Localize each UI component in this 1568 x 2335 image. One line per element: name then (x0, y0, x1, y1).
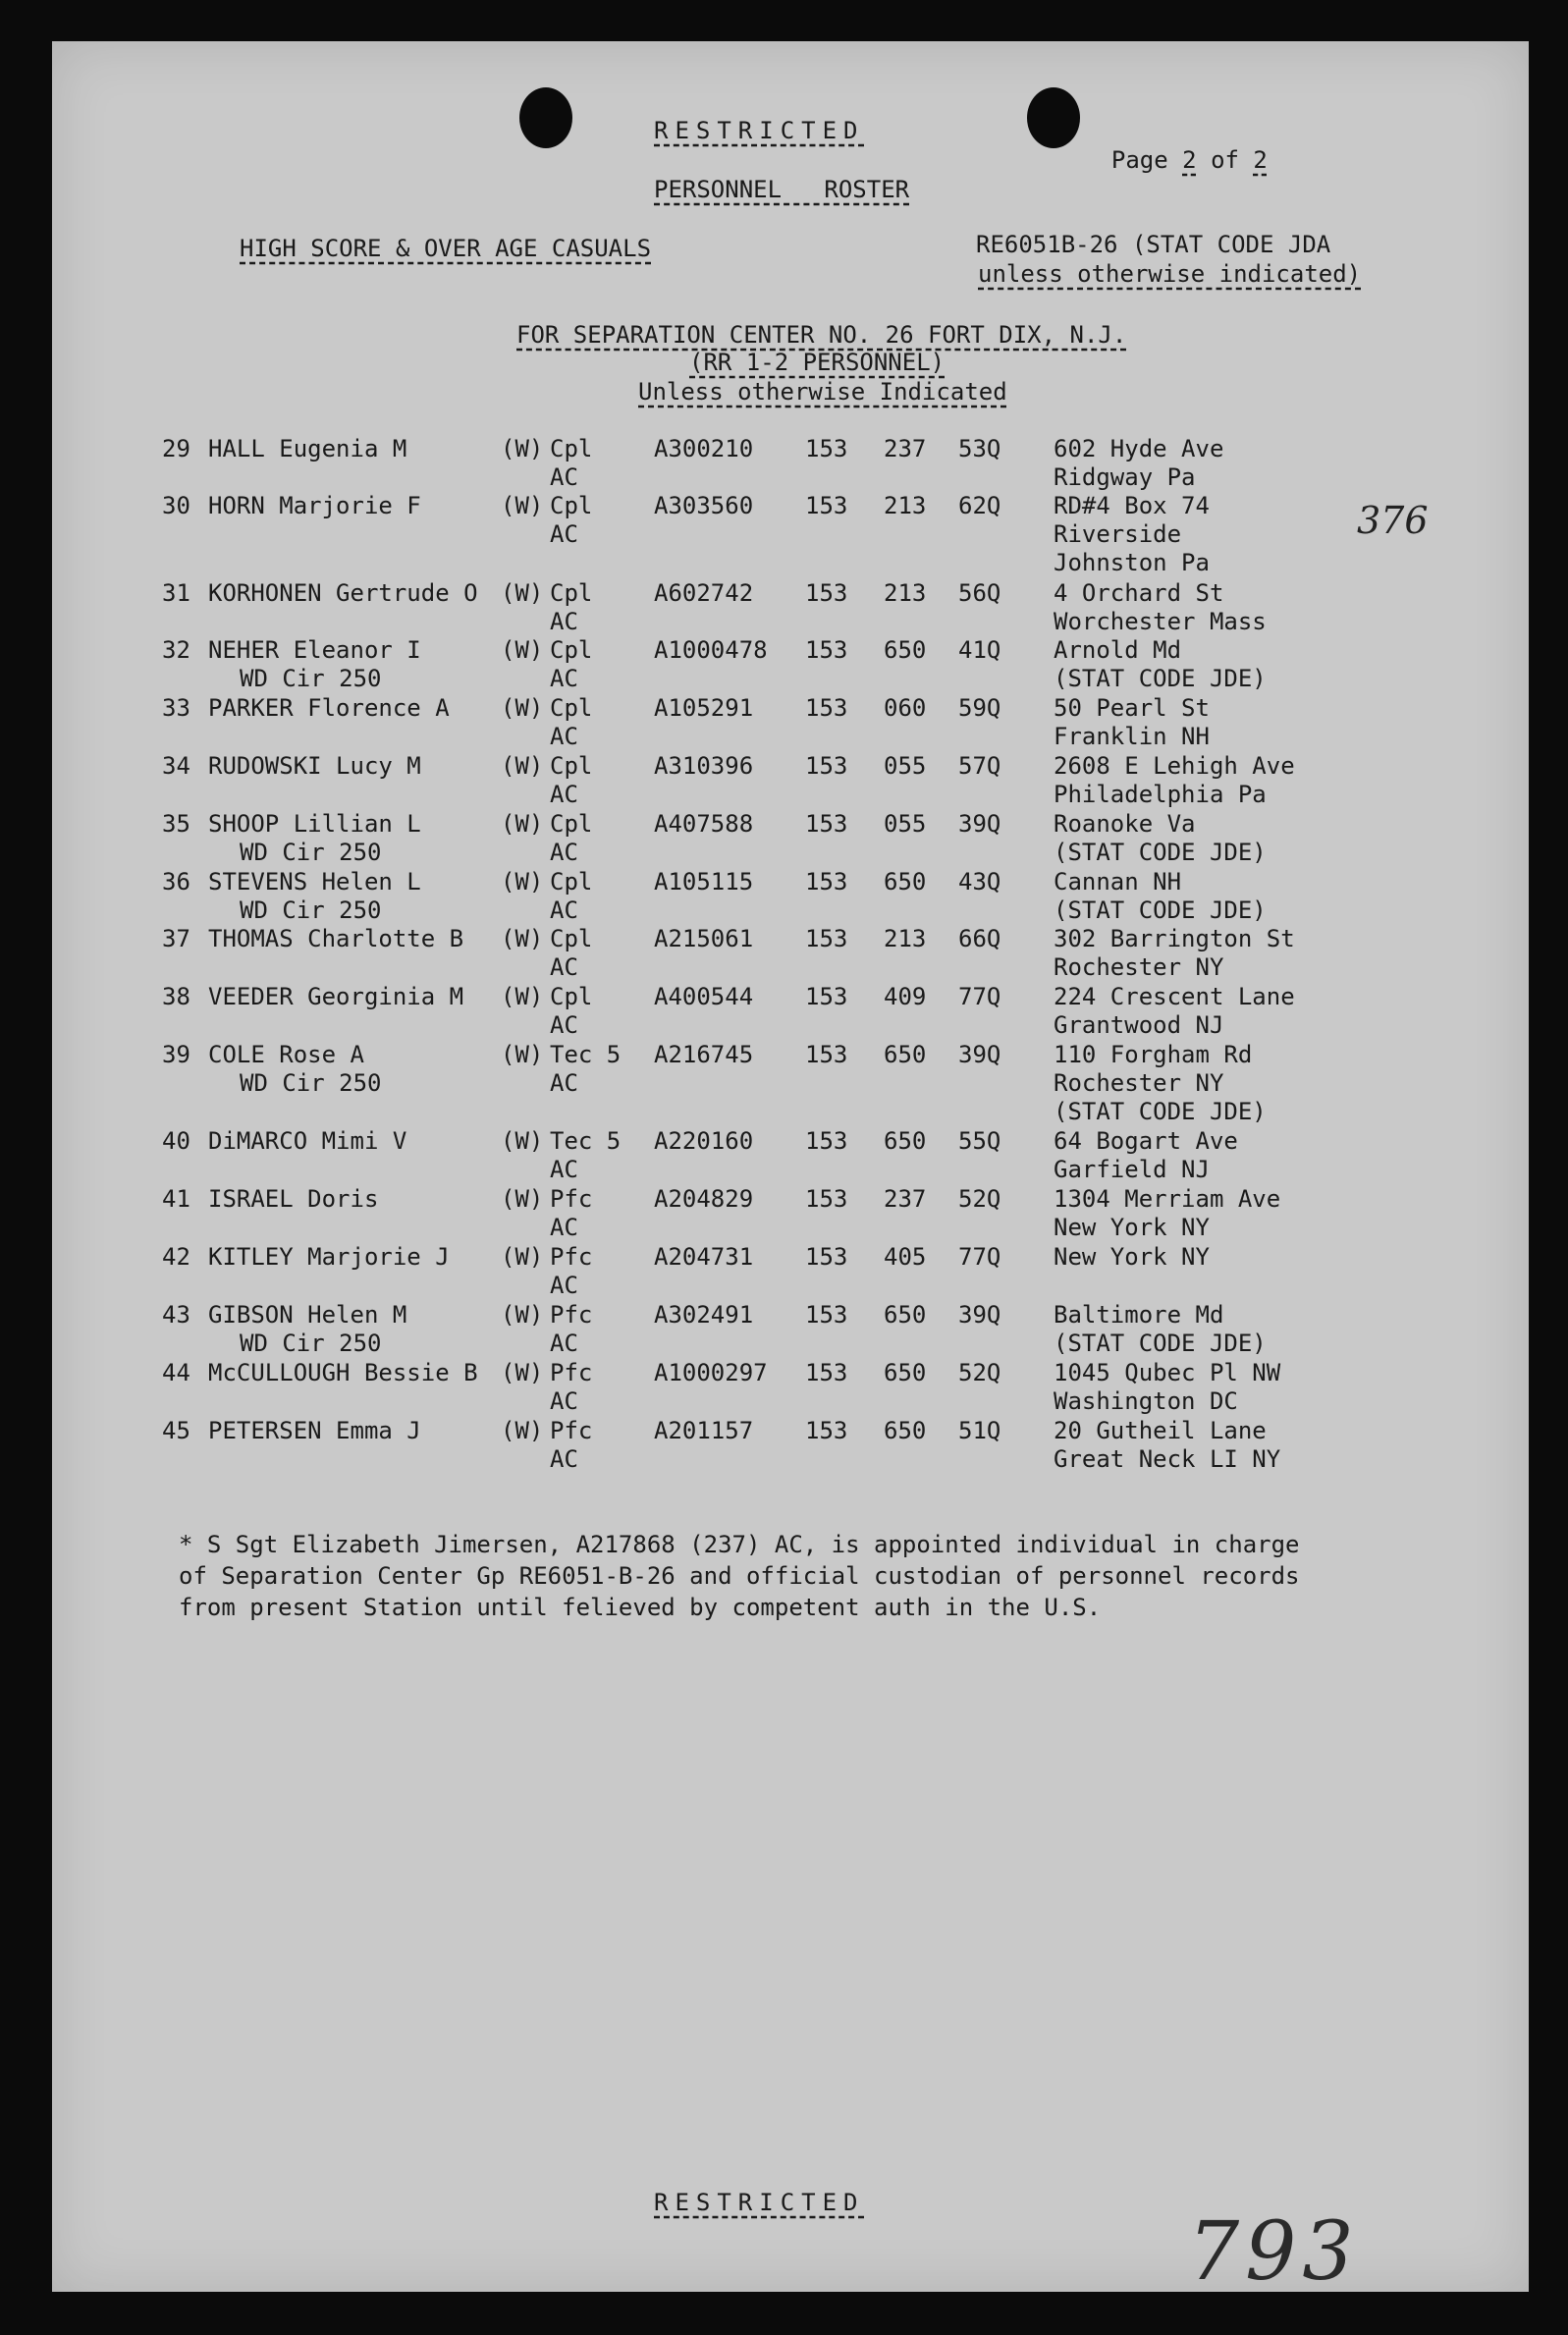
row-code-b: 650 (884, 1041, 927, 1068)
row-code-b: 650 (884, 868, 927, 896)
row-code-a: 153 (805, 1185, 848, 1213)
row-code-a: 153 (805, 435, 848, 462)
row-code-c: 59Q (958, 694, 1001, 722)
row-code-a: 153 (805, 868, 848, 896)
row-rank: Pfc (550, 1301, 593, 1329)
row-name: GIBSON Helen M (208, 1301, 407, 1329)
row-subnote: WD Cir 250 (240, 1330, 382, 1357)
row-w: (W) (501, 435, 544, 462)
row-address-line: Baltimore Md (1054, 1301, 1224, 1329)
center-line-3: Unless otherwise Indicated (638, 378, 1007, 406)
row-ac: AC (550, 1330, 578, 1357)
row-rank: Pfc (550, 1359, 593, 1386)
page-total: 2 (1253, 146, 1268, 174)
page-indicator (1083, 116, 1268, 175)
footnote-line: from present Station until felieved by competent auth in the U.S. (179, 1594, 1102, 1621)
row-w: (W) (501, 694, 544, 722)
row-w: (W) (501, 579, 544, 607)
row-code-c: 39Q (958, 1301, 1001, 1329)
row-code-c: 51Q (958, 1417, 1001, 1444)
row-code-c: 39Q (958, 810, 1001, 838)
row-address-line: Great Neck LI NY (1054, 1445, 1281, 1473)
row-address-line: New York NY (1054, 1243, 1210, 1271)
row-code-a: 153 (805, 694, 848, 722)
code-line-1: RE6051B-26 (STAT CODE JDA (976, 231, 1331, 258)
row-name: DiMARCO Mimi V (208, 1127, 407, 1155)
row-address-line: 224 Crescent Lane (1054, 983, 1295, 1010)
row-code-b: 237 (884, 1185, 927, 1213)
row-subnote: WD Cir 250 (240, 896, 382, 924)
page-of: of (1211, 146, 1239, 174)
row-code-c: 77Q (958, 983, 1001, 1010)
row-w: (W) (501, 1041, 544, 1068)
row-address-line: Rochester NY (1054, 953, 1224, 981)
row-rank: Pfc (550, 1243, 593, 1271)
row-w: (W) (501, 636, 544, 664)
row-code-b: 405 (884, 1243, 927, 1271)
row-serial: A201157 (654, 1417, 754, 1444)
center-line-1: FOR SEPARATION CENTER NO. 26 FORT DIX, N.J. (516, 321, 1127, 349)
row-code-a: 153 (805, 1417, 848, 1444)
row-name: STEVENS Helen L (208, 868, 421, 896)
row-name: McCULLOUGH Bessie B (208, 1359, 478, 1386)
row-number: 34 (162, 752, 190, 780)
row-rank: Cpl (550, 868, 593, 896)
row-code-b: 213 (884, 492, 927, 519)
row-number: 43 (162, 1301, 190, 1329)
row-address-line: 2608 E Lehigh Ave (1054, 752, 1295, 780)
row-address-line: 4 Orchard St (1054, 579, 1224, 607)
row-ac: AC (550, 665, 578, 692)
row-address-line: Washington DC (1054, 1387, 1238, 1415)
row-ac: AC (550, 1156, 578, 1183)
row-w: (W) (501, 868, 544, 896)
row-number: 38 (162, 983, 190, 1010)
row-serial: A204829 (654, 1185, 754, 1213)
row-rank: Cpl (550, 636, 593, 664)
row-rank: Cpl (550, 435, 593, 462)
row-code-b: 060 (884, 694, 927, 722)
row-code-b: 650 (884, 1359, 927, 1386)
row-address-line: 50 Pearl St (1054, 694, 1210, 722)
row-name: VEEDER Georginia M (208, 983, 464, 1010)
row-address-line: 110 Forgham Rd (1054, 1041, 1253, 1068)
row-code-c: 66Q (958, 925, 1001, 952)
row-ac: AC (550, 1011, 578, 1039)
row-code-b: 055 (884, 810, 927, 838)
row-address-line: 302 Barrington St (1054, 925, 1295, 952)
side-number: 376 (1357, 499, 1429, 542)
row-address-line: (STAT CODE JDE) (1054, 896, 1267, 924)
row-number: 42 (162, 1243, 190, 1271)
roster-title: PERSONNEL ROSTER (654, 176, 910, 203)
row-code-c: 39Q (958, 1041, 1001, 1068)
row-rank: Pfc (550, 1185, 593, 1213)
row-code-c: 57Q (958, 752, 1001, 780)
row-code-a: 153 (805, 492, 848, 519)
row-name: KORHONEN Gertrude O (208, 579, 478, 607)
row-ac: AC (550, 781, 578, 808)
punch-hole-right (1027, 87, 1080, 148)
row-subnote: WD Cir 250 (240, 839, 382, 866)
footnote-line: of Separation Center Gp RE6051-B-26 and official custodian of personnel records (179, 1562, 1300, 1590)
row-rank: Cpl (550, 492, 593, 519)
row-name: KITLEY Marjorie J (208, 1243, 450, 1271)
row-w: (W) (501, 1243, 544, 1271)
row-number: 33 (162, 694, 190, 722)
row-rank: Cpl (550, 694, 593, 722)
row-ac: AC (550, 463, 578, 491)
row-code-c: 62Q (958, 492, 1001, 519)
restricted-header: RESTRICTED (654, 117, 865, 144)
row-number: 29 (162, 435, 190, 462)
row-code-b: 650 (884, 636, 927, 664)
row-code-b: 650 (884, 1301, 927, 1329)
row-rank: Cpl (550, 579, 593, 607)
row-ac: AC (550, 896, 578, 924)
row-serial: A303560 (654, 492, 754, 519)
row-code-b: 409 (884, 983, 927, 1010)
row-code-c: 56Q (958, 579, 1001, 607)
row-address-line: 20 Gutheil Lane (1054, 1417, 1267, 1444)
row-serial: A400544 (654, 983, 754, 1010)
row-w: (W) (501, 810, 544, 838)
row-serial: A215061 (654, 925, 754, 952)
restricted-footer: RESTRICTED (654, 2189, 865, 2216)
row-code-b: 213 (884, 579, 927, 607)
row-number: 32 (162, 636, 190, 664)
row-address-line: Grantwood NJ (1054, 1011, 1224, 1039)
row-address-line: 64 Bogart Ave (1054, 1127, 1238, 1155)
row-rank: Tec 5 (550, 1041, 622, 1068)
row-serial: A204731 (654, 1243, 754, 1271)
row-ac: AC (550, 953, 578, 981)
row-address-line: Philadelphia Pa (1054, 781, 1267, 808)
row-number: 35 (162, 810, 190, 838)
row-rank: Pfc (550, 1417, 593, 1444)
row-serial: A105115 (654, 868, 754, 896)
row-address-line: RD#4 Box 74 (1054, 492, 1210, 519)
page-number: 2 (1182, 146, 1197, 174)
row-code-b: 213 (884, 925, 927, 952)
row-name: PARKER Florence A (208, 694, 450, 722)
row-w: (W) (501, 1301, 544, 1329)
row-name: SHOOP Lillian L (208, 810, 421, 838)
row-serial: A220160 (654, 1127, 754, 1155)
row-code-a: 153 (805, 1243, 848, 1271)
row-number: 41 (162, 1185, 190, 1213)
row-serial: A310396 (654, 752, 754, 780)
row-w: (W) (501, 492, 544, 519)
row-ac: AC (550, 723, 578, 750)
row-address-line: 602 Hyde Ave (1054, 435, 1224, 462)
row-address-line: Worchester Mass (1054, 608, 1267, 635)
row-w: (W) (501, 1417, 544, 1444)
row-number: 37 (162, 925, 190, 952)
row-serial: A302491 (654, 1301, 754, 1329)
row-address-line: 1045 Qubec Pl NW (1054, 1359, 1281, 1386)
row-ac: AC (550, 608, 578, 635)
row-address-line: Johnston Pa (1054, 549, 1210, 576)
row-code-a: 153 (805, 925, 848, 952)
row-address-line: Riverside (1054, 520, 1182, 548)
row-ac: AC (550, 839, 578, 866)
row-rank: Tec 5 (550, 1127, 622, 1155)
row-code-c: 55Q (958, 1127, 1001, 1155)
code-line-2: unless otherwise indicated) (978, 260, 1362, 288)
punch-hole-left (519, 87, 572, 148)
row-rank: Cpl (550, 925, 593, 952)
row-name: ISRAEL Doris (208, 1185, 379, 1213)
row-ac: AC (550, 520, 578, 548)
row-w: (W) (501, 752, 544, 780)
row-code-b: 650 (884, 1417, 927, 1444)
row-code-c: 53Q (958, 435, 1001, 462)
row-number: 45 (162, 1417, 190, 1444)
row-address-line: Franklin NH (1054, 723, 1210, 750)
row-ac: AC (550, 1387, 578, 1415)
row-name: HALL Eugenia M (208, 435, 407, 462)
footnote-line: * S Sgt Elizabeth Jimersen, A217868 (237) AC, is appointed individual in charge (179, 1531, 1300, 1558)
row-address-line: Cannan NH (1054, 868, 1182, 896)
row-code-a: 153 (805, 579, 848, 607)
row-name: COLE Rose A (208, 1041, 364, 1068)
row-address-line: Ridgway Pa (1054, 463, 1196, 491)
row-w: (W) (501, 1185, 544, 1213)
row-address-line: (STAT CODE JDE) (1054, 1330, 1267, 1357)
row-number: 31 (162, 579, 190, 607)
row-code-c: 52Q (958, 1359, 1001, 1386)
row-w: (W) (501, 983, 544, 1010)
row-w: (W) (501, 1127, 544, 1155)
row-rank: Cpl (550, 752, 593, 780)
row-subnote: WD Cir 250 (240, 665, 382, 692)
row-number: 36 (162, 868, 190, 896)
row-address-line: 1304 Merriam Ave (1054, 1185, 1281, 1213)
row-code-a: 153 (805, 1359, 848, 1386)
row-serial: A300210 (654, 435, 754, 462)
row-code-a: 153 (805, 1127, 848, 1155)
row-number: 44 (162, 1359, 190, 1386)
center-line-2: (RR 1-2 PERSONNEL) (689, 349, 946, 376)
row-code-a: 153 (805, 810, 848, 838)
page-label: Page (1110, 146, 1168, 174)
handwritten-number: 793 (1188, 2205, 1360, 2299)
row-code-c: 41Q (958, 636, 1001, 664)
footnote (179, 1529, 1455, 1623)
row-address-line: Garfield NJ (1054, 1156, 1210, 1183)
row-w: (W) (501, 1359, 544, 1386)
row-code-b: 055 (884, 752, 927, 780)
row-name: NEHER Eleanor I (208, 636, 421, 664)
row-serial: A216745 (654, 1041, 754, 1068)
row-serial: A1000297 (654, 1359, 768, 1386)
row-rank: Cpl (550, 983, 593, 1010)
row-number: 39 (162, 1041, 190, 1068)
row-w: (W) (501, 925, 544, 952)
row-name: THOMAS Charlotte B (208, 925, 464, 952)
row-address-line: (STAT CODE JDE) (1054, 839, 1267, 866)
row-code-b: 650 (884, 1127, 927, 1155)
row-code-a: 153 (805, 752, 848, 780)
row-code-a: 153 (805, 1041, 848, 1068)
row-address-line: New York NY (1054, 1214, 1210, 1241)
row-name: PETERSEN Emma J (208, 1417, 421, 1444)
row-serial: A407588 (654, 810, 754, 838)
row-code-c: 52Q (958, 1185, 1001, 1213)
left-heading: HIGH SCORE & OVER AGE CASUALS (240, 235, 652, 262)
row-code-a: 153 (805, 636, 848, 664)
row-ac: AC (550, 1069, 578, 1097)
row-code-c: 77Q (958, 1243, 1001, 1271)
row-address-line: Arnold Md (1054, 636, 1182, 664)
row-number: 40 (162, 1127, 190, 1155)
row-serial: A1000478 (654, 636, 768, 664)
row-code-a: 153 (805, 1301, 848, 1329)
row-code-c: 43Q (958, 868, 1001, 896)
row-serial: A105291 (654, 694, 754, 722)
row-address-line: Roanoke Va (1054, 810, 1196, 838)
row-name: HORN Marjorie F (208, 492, 421, 519)
row-ac: AC (550, 1272, 578, 1299)
row-number: 30 (162, 492, 190, 519)
row-address-line: Rochester NY (1054, 1069, 1224, 1097)
row-serial: A602742 (654, 579, 754, 607)
row-address-line: (STAT CODE JDE) (1054, 1098, 1267, 1125)
row-code-a: 153 (805, 983, 848, 1010)
row-name: RUDOWSKI Lucy M (208, 752, 421, 780)
row-subnote: WD Cir 250 (240, 1069, 382, 1097)
row-address-line: (STAT CODE JDE) (1054, 665, 1267, 692)
row-code-b: 237 (884, 435, 927, 462)
row-ac: AC (550, 1214, 578, 1241)
row-ac: AC (550, 1445, 578, 1473)
row-rank: Cpl (550, 810, 593, 838)
